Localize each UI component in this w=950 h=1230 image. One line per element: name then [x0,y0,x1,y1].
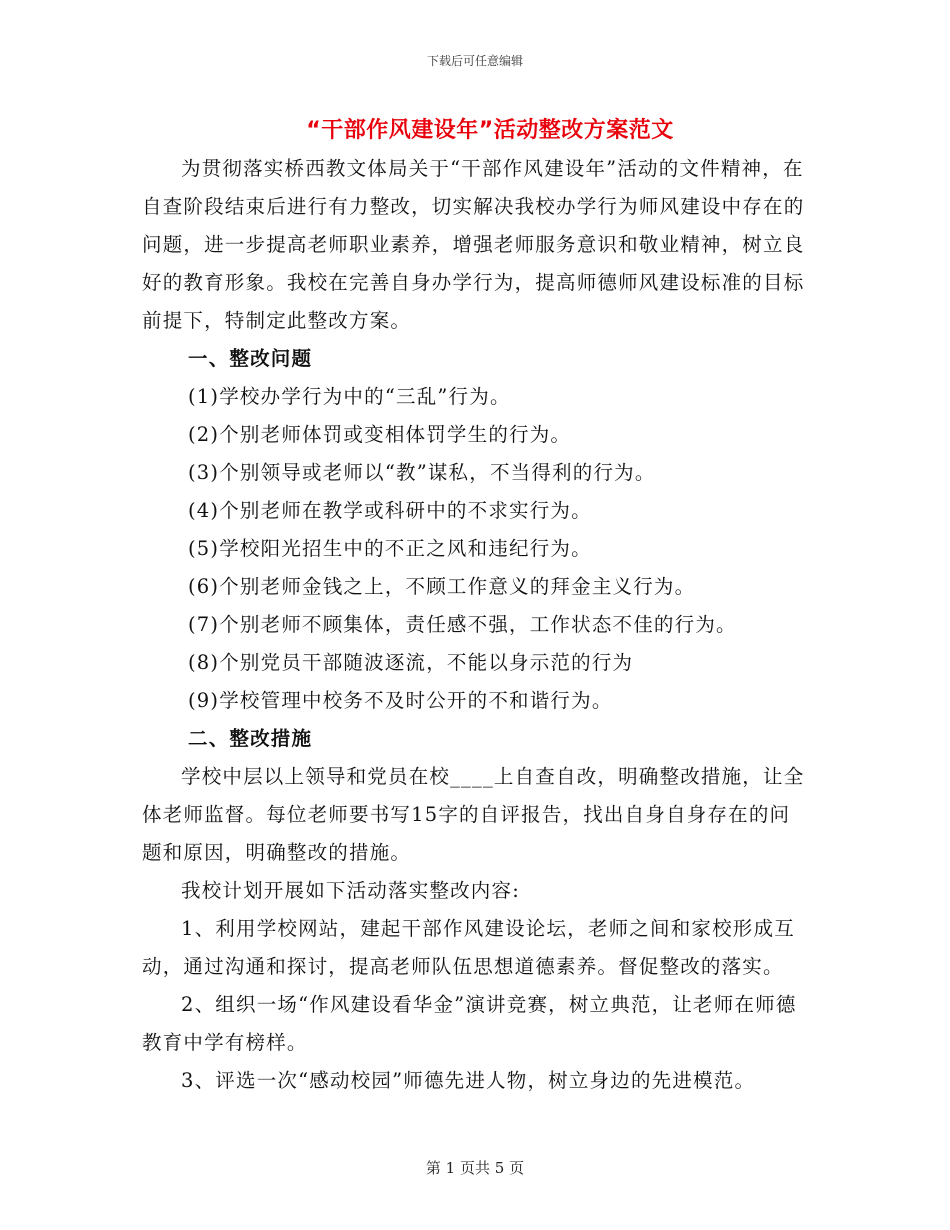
section-heading-measures: 二、整改措施 [188,727,313,750]
document-title: “干部作风建设年”活动整改方案范文 [306,118,674,143]
list-item: (2)个别老师体罚或变相体罚学生的行为。 [188,423,572,446]
measure-item-3: 3、评选一次“感动校园”师德先进人物，树立身边的先进模范。 [181,1069,756,1092]
list-item: (8)个别党员干部随波逐流，不能以身示范的行为 [188,651,634,674]
list-item: (9)学校管理中校务不及时公开的不和谐行为。 [188,689,613,712]
page-footer: 第 1 页共 5 页 [425,1159,525,1177]
measure-item-2: 2、组织一场“作风建设看华金”演讲竞赛，树立典范，让老师在师德教育中学有榜样。 [142,993,797,1054]
list-item: (6)个别老师金钱之上，不顾工作意义的拜金主义行为。 [188,575,696,598]
list-item: (4)个别老师在教学或科研中的不求实行为。 [188,499,592,522]
measure-item-1: 1、利用学校网站，建起干部作风建设论坛，老师之间和家校形成互动，通过沟通和探讨，提高老师队伍思想道德素养。督促整改的落实。 [142,917,795,978]
section-heading-problems: 一、整改问题 [188,347,313,370]
document-body [142,150,807,1100]
plan-paragraph: 我校计划开展如下活动落实整改内容: [181,879,520,902]
page-header: 下载后可任意编辑 [426,54,523,68]
measures-paragraph: 学校中层以上领导和党员在校____上自查自改，明确整改措施，让全体老师监督。每位老师要书写15字的自评报告，找出自身自身存在的问题和原因，明确整改的措施。 [142,765,805,864]
list-item: (1)学校办学行为中的“三乱”行为。 [188,385,511,408]
list-item: (3)个别领导或老师以“教”谋私，不当得利的行为。 [188,461,656,484]
intro-paragraph: 为贯彻落实桥西教文体局关于“干部作风建设年”活动的文件精神，在自查阶段结束后进行有力整改，切实解决我校办学行为师风建设中存在的问题，进一步提高老师职业素养，增强老师服务意识和敬业精神，树立良好的教育形象。我校在完善自身办学行为，提高师德师风建设标准的目标前提下，特制定此整改方案。 [142,157,805,332]
list-item: (7)个别老师不顾集体，责任感不强，工作状态不佳的行为。 [188,613,737,636]
list-item: (5)学校阳光招生中的不正之风和违纪行为。 [188,537,592,560]
